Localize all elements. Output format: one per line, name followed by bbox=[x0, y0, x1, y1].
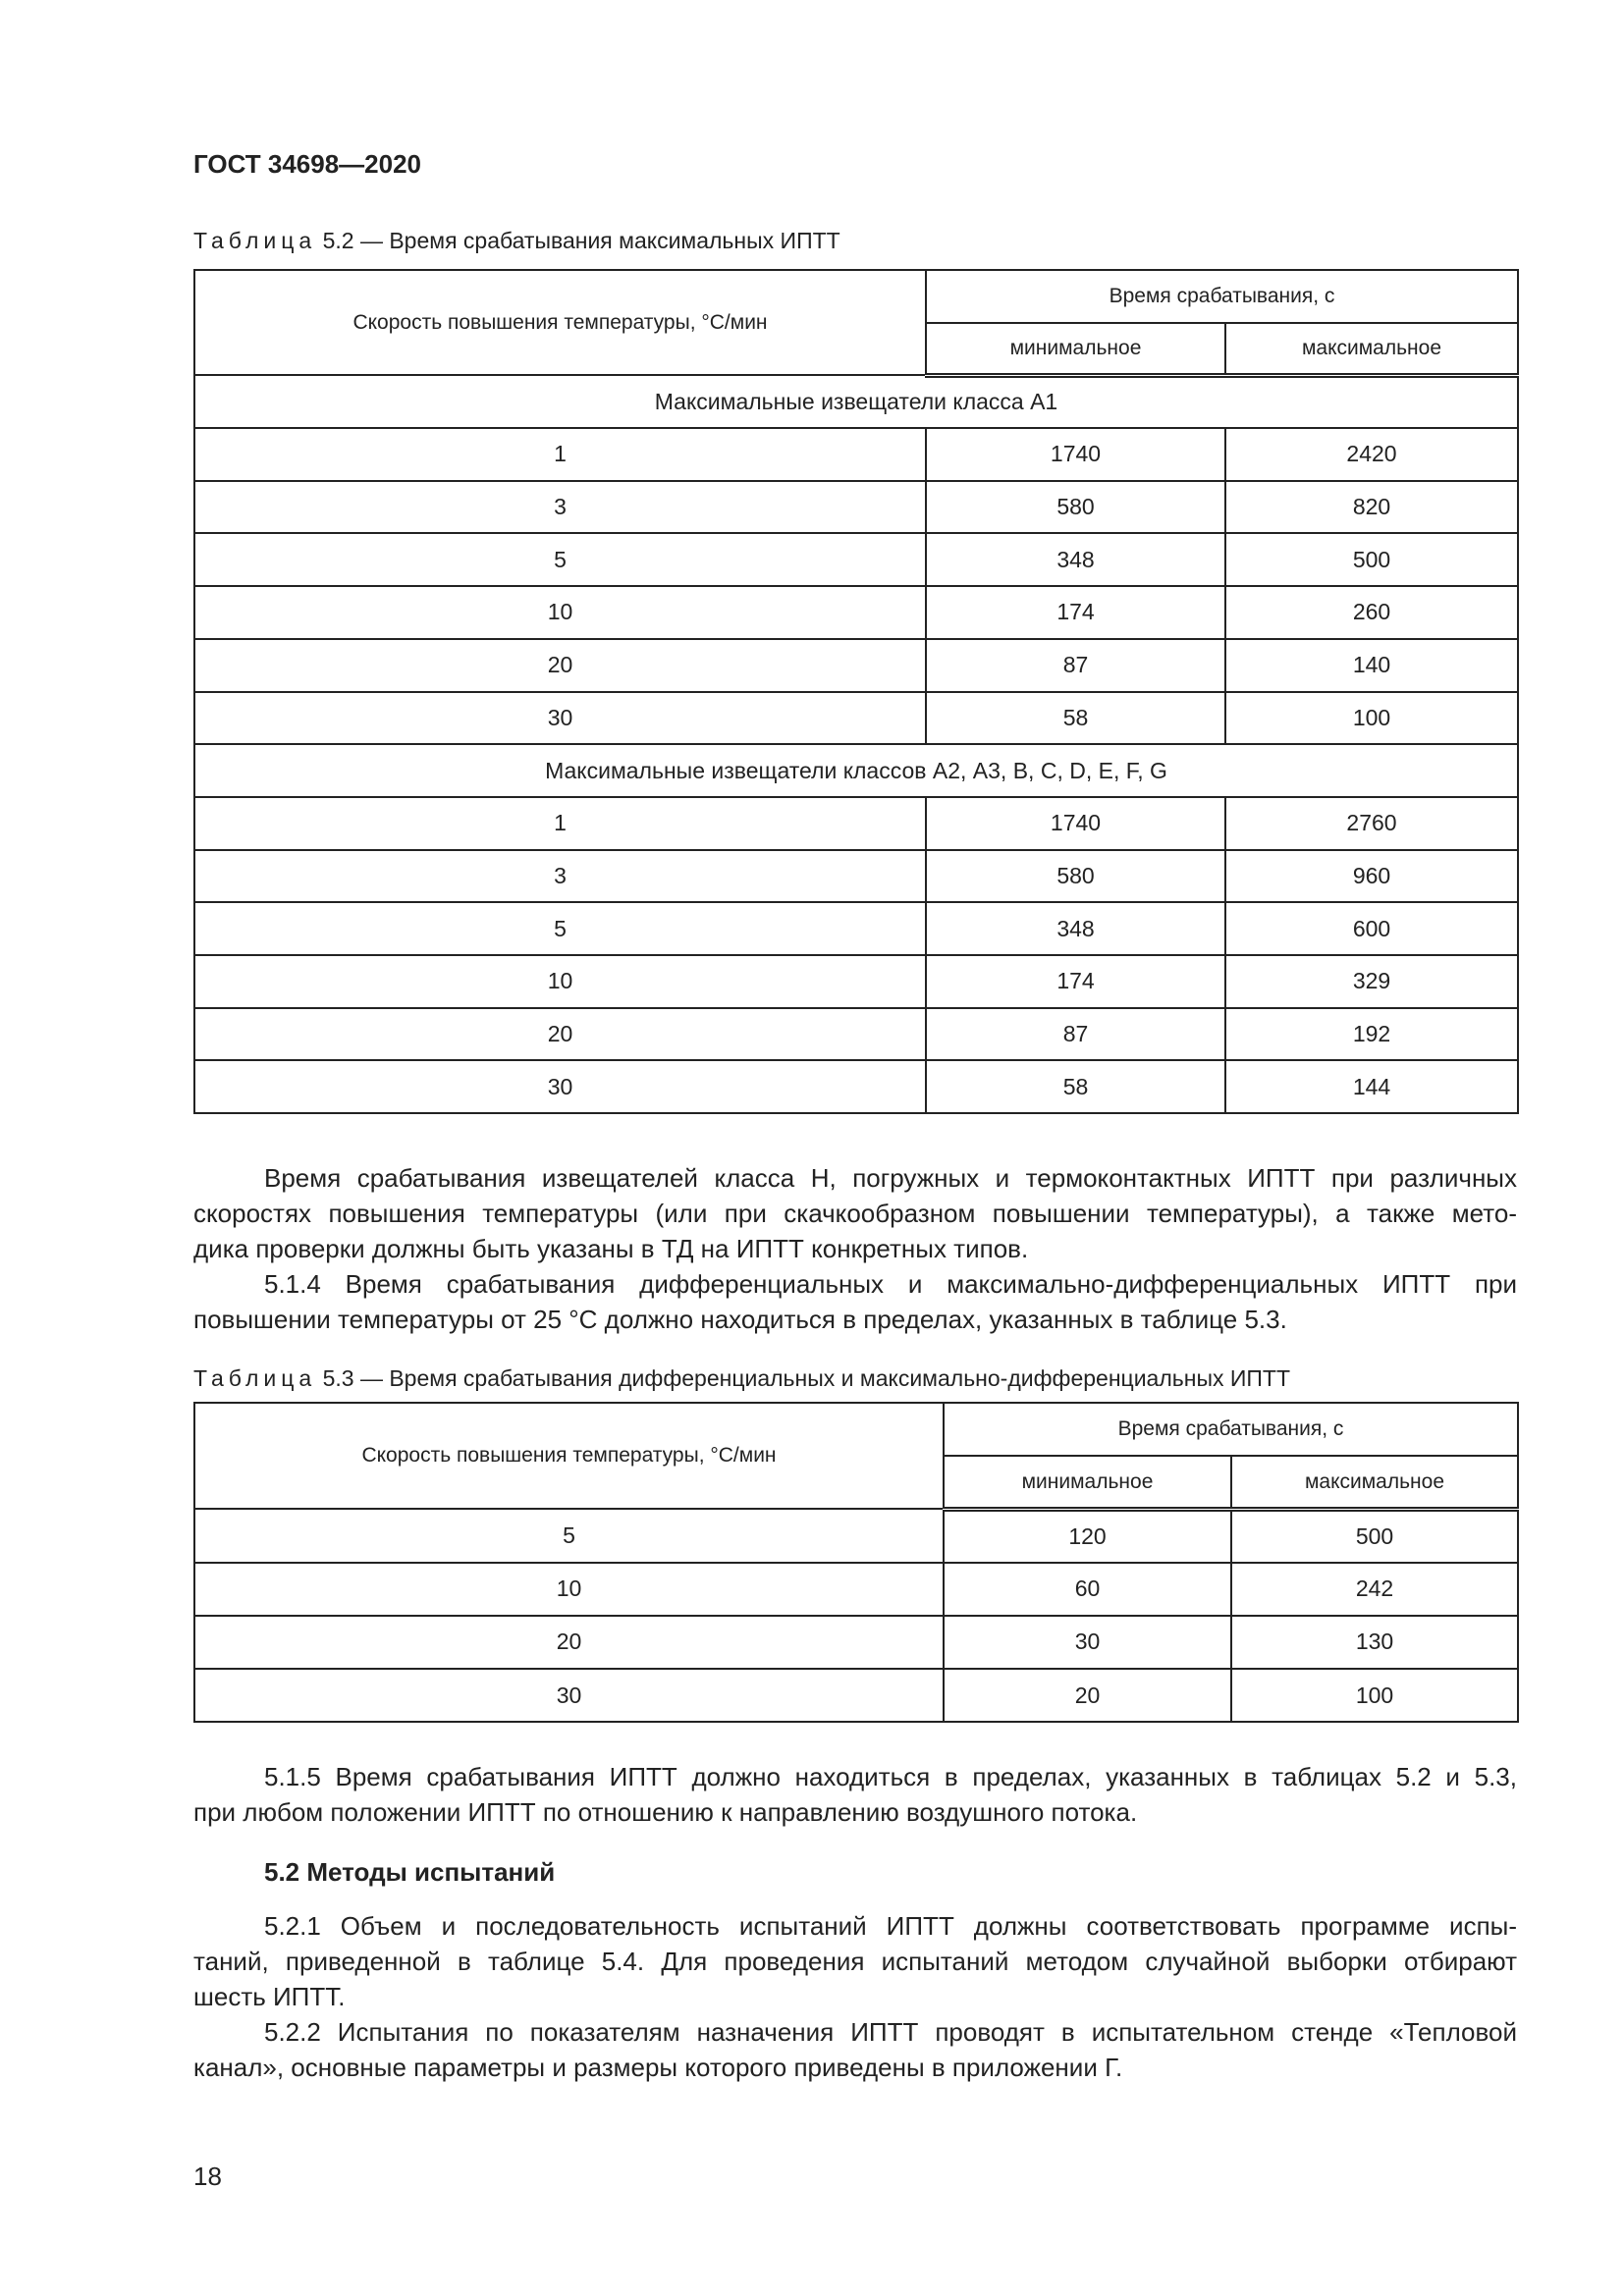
min-cell: 60 bbox=[944, 1563, 1231, 1616]
rate-cell: 30 bbox=[194, 1060, 926, 1113]
rate-cell: 5 bbox=[194, 533, 926, 586]
rate-cell: 20 bbox=[194, 1008, 926, 1061]
min-cell: 87 bbox=[926, 1008, 1225, 1061]
table-5-3-caption bbox=[193, 1365, 1290, 1392]
min-cell: 1740 bbox=[926, 797, 1225, 850]
header-max: максимальное bbox=[1225, 323, 1518, 376]
header-min: минимальное bbox=[944, 1456, 1231, 1509]
max-cell: 242 bbox=[1231, 1563, 1518, 1616]
document-header: ГОСТ 34698—2020 bbox=[193, 149, 421, 179]
table-row bbox=[194, 1008, 1518, 1061]
text-line: скоростях повышения температуры (или при скачкообразном повышении температуры), а также мето- bbox=[193, 1199, 1517, 1228]
min-cell: 58 bbox=[926, 1060, 1225, 1113]
max-cell: 960 bbox=[1225, 850, 1518, 903]
rate-cell: 3 bbox=[194, 481, 926, 534]
max-cell: 100 bbox=[1231, 1669, 1518, 1722]
min-cell: 348 bbox=[926, 902, 1225, 955]
paragraph-5-2-1 bbox=[193, 1908, 1517, 2014]
min-cell: 174 bbox=[926, 955, 1225, 1008]
paragraph-5-1-5 bbox=[193, 1759, 1517, 1830]
header-max: максимальное bbox=[1231, 1456, 1518, 1509]
text-line: при любом положении ИПТТ по отношению к направлению воздушного потока. bbox=[193, 1797, 1138, 1827]
rate-cell: 30 bbox=[194, 692, 926, 745]
table-row bbox=[194, 586, 1518, 639]
table-row bbox=[194, 533, 1518, 586]
text-line: 5.1.5 Время срабатывания ИПТТ должно находиться в пределах, указанных в таблицах 5.2 и 5.3, bbox=[264, 1762, 1517, 1791]
text-line: 5.2.2 Испытания по показателям назначения ИПТТ проводят в испытательном стенде «Тепловой bbox=[264, 2017, 1517, 2047]
min-cell: 20 bbox=[944, 1669, 1231, 1722]
max-cell: 144 bbox=[1225, 1060, 1518, 1113]
header-min: минимальное bbox=[926, 323, 1225, 376]
table-5-2 bbox=[193, 269, 1519, 1114]
table-row bbox=[194, 1669, 1518, 1722]
rate-cell: 10 bbox=[194, 955, 926, 1008]
min-cell: 30 bbox=[944, 1616, 1231, 1669]
table-row bbox=[194, 1563, 1518, 1616]
text-line: 5.1.4 Время срабатывания дифференциальных и максимально-дифференциальных ИПТТ при bbox=[264, 1269, 1517, 1299]
min-cell: 1740 bbox=[926, 428, 1225, 481]
min-cell: 580 bbox=[926, 850, 1225, 903]
paragraph-5-1-4 bbox=[193, 1266, 1517, 1337]
table-row bbox=[194, 481, 1518, 534]
rate-cell: 10 bbox=[194, 586, 926, 639]
text-line: Время срабатывания извещателей класса Н, погружных и термоконтактных ИПТТ при различных bbox=[264, 1163, 1517, 1193]
max-cell: 600 bbox=[1225, 902, 1518, 955]
caption-text: 5.2 — Время срабатывания максимальных ИПТТ bbox=[316, 228, 840, 253]
table-row bbox=[194, 797, 1518, 850]
table-row bbox=[194, 428, 1518, 481]
rate-cell: 3 bbox=[194, 850, 926, 903]
table-5-2-caption bbox=[193, 228, 840, 254]
caption-label: Таблица bbox=[193, 228, 317, 253]
group-title-a1: Максимальные извещатели класса А1 bbox=[194, 375, 1518, 428]
table-row bbox=[194, 1060, 1518, 1113]
paragraph-5-2-2 bbox=[193, 2014, 1517, 2085]
text-line: 5.2.1 Объем и последовательность испытаний ИПТТ должны соответствовать программе испы- bbox=[264, 1911, 1517, 1941]
rate-cell: 30 bbox=[194, 1669, 944, 1722]
caption-text: 5.3 — Время срабатывания дифференциальных и максимально-дифференциальных ИПТТ bbox=[316, 1365, 1291, 1391]
section-heading: 5.2 Методы испытаний bbox=[264, 1857, 556, 1887]
max-cell: 130 bbox=[1231, 1616, 1518, 1669]
header-response-time: Время срабатывания, с bbox=[944, 1403, 1518, 1456]
max-cell: 140 bbox=[1225, 639, 1518, 692]
min-cell: 87 bbox=[926, 639, 1225, 692]
table-row bbox=[194, 639, 1518, 692]
min-cell: 348 bbox=[926, 533, 1225, 586]
max-cell: 500 bbox=[1231, 1509, 1518, 1562]
page-number: 18 bbox=[193, 2162, 222, 2191]
rate-cell: 5 bbox=[194, 902, 926, 955]
table-row bbox=[194, 902, 1518, 955]
text-line: таний, приведенной в таблице 5.4. Для проведения испытаний методом случайной выборки отбирают bbox=[193, 1947, 1517, 1976]
max-cell: 500 bbox=[1225, 533, 1518, 586]
table-5-3 bbox=[193, 1402, 1519, 1723]
rate-cell: 5 bbox=[194, 1509, 944, 1562]
min-cell: 580 bbox=[926, 481, 1225, 534]
rate-cell: 10 bbox=[194, 1563, 944, 1616]
rate-cell: 20 bbox=[194, 639, 926, 692]
min-cell: 120 bbox=[944, 1509, 1231, 1562]
max-cell: 2760 bbox=[1225, 797, 1518, 850]
text-line: канал», основные параметры и размеры которого приведены в приложении Г. bbox=[193, 2053, 1123, 2082]
text-line: шесть ИПТТ. bbox=[193, 1982, 346, 2011]
max-cell: 100 bbox=[1225, 692, 1518, 745]
rate-cell: 1 bbox=[194, 797, 926, 850]
text-line: повышении температуры от 25 °С должно находиться в пределах, указанных в таблице 5.3. bbox=[193, 1305, 1287, 1334]
table-row bbox=[194, 1509, 1518, 1562]
paragraph-class-h bbox=[193, 1160, 1517, 1266]
max-cell: 820 bbox=[1225, 481, 1518, 534]
group-title-a2-g: Максимальные извещатели классов А2, А3, В, С, D, Е, F, G bbox=[194, 744, 1518, 797]
table-row bbox=[194, 955, 1518, 1008]
text-line: дика проверки должны быть указаны в ТД на ИПТТ конкретных типов. bbox=[193, 1234, 1029, 1263]
min-cell: 58 bbox=[926, 692, 1225, 745]
header-rate: Скорость повышения температуры, °С/мин bbox=[194, 270, 926, 375]
rate-cell: 20 bbox=[194, 1616, 944, 1669]
header-rate: Скорость повышения температуры, °С/мин bbox=[194, 1403, 944, 1509]
table-row bbox=[194, 850, 1518, 903]
min-cell: 174 bbox=[926, 586, 1225, 639]
rate-cell: 1 bbox=[194, 428, 926, 481]
table-row bbox=[194, 692, 1518, 745]
caption-label: Таблица bbox=[193, 1365, 317, 1391]
max-cell: 2420 bbox=[1225, 428, 1518, 481]
max-cell: 329 bbox=[1225, 955, 1518, 1008]
max-cell: 260 bbox=[1225, 586, 1518, 639]
table-row bbox=[194, 1616, 1518, 1669]
max-cell: 192 bbox=[1225, 1008, 1518, 1061]
header-response-time: Время срабатывания, с bbox=[926, 270, 1518, 323]
